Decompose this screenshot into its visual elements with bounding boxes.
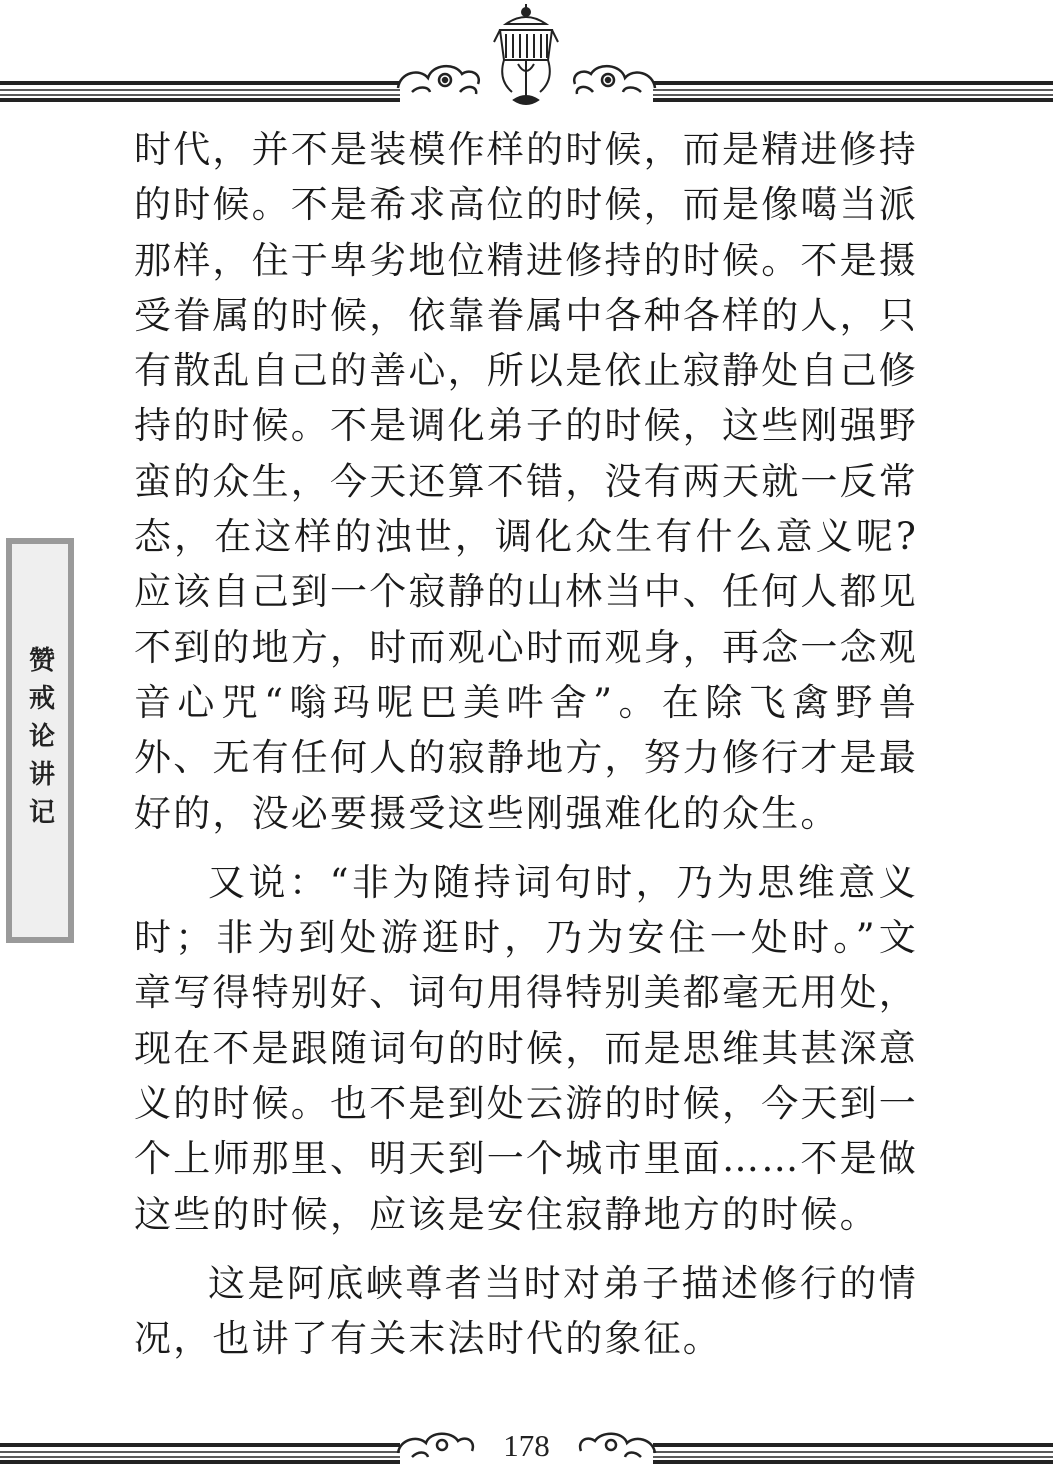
parasol-emblem-icon bbox=[494, 4, 558, 104]
page-number: 178 bbox=[503, 1428, 550, 1463]
header-ornament bbox=[0, 0, 1053, 115]
paragraph-1: 时代，并不是装模作样的时候，而是精进修持的时候。不是希求高位的时候，而是像噶当派那样，住于卑劣地位精进修持的时候。不是摄受眷属的时候，依靠眷属中各种各样的人，只有散乱自己的善心，所以是依止寂静处自己修持的时候。不是调化弟子的时候，这些刚强野蛮的众生，今天还算不错，没有两天就一反常态，在这样的浊世，调化众生有什么意义呢?应该自己到一个寂静的山林当中、任何人都见不到的地方，时而观心时而观身，再念一念观音心咒“嗡玛呢巴美吽舍”。在除飞禽野兽外、无有任何人的寂静地方，努力修行才是最好的，没必要摄受这些刚强难化的众生。 bbox=[134, 128, 918, 835]
paragraph-2: 又说：“非为随持词句时，乃为思维意义时；非为到处游逛时，乃为安住一处时。”文章写得特别好、词句用得特别美都毫无用处，现在不是跟随词句的时候，而是思维其甚深意义的时候。也不是到处云游的时候，今天到一个上师那里、明天到一个城市里面……不是做这些的时候，应该是安住寂静地方的时候。 bbox=[134, 860, 918, 1236]
side-tab-inner bbox=[12, 544, 68, 937]
right-cloud-scroll-icon bbox=[574, 66, 655, 94]
left-cloud-scroll-icon bbox=[398, 66, 479, 94]
paragraph-3: 这是阿底峡尊者当时对弟子描述修行的情况，也讲了有关末法时代的象征。 bbox=[134, 1261, 918, 1361]
side-tab bbox=[6, 538, 74, 943]
body-text bbox=[134, 122, 918, 1367]
side-tab-title: 赞戒论讲记 bbox=[24, 645, 55, 836]
